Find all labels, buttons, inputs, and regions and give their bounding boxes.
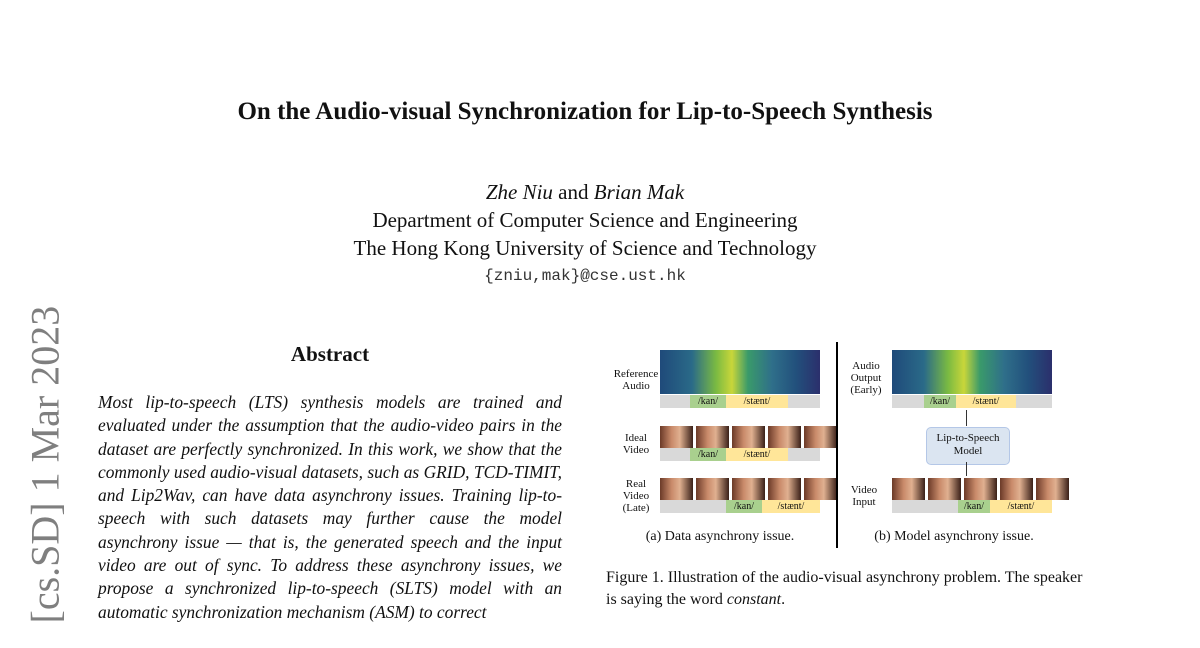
arxiv-stamp: [cs.SD] 1 Mar 2023	[22, 305, 68, 624]
arrow-up-icon	[966, 410, 967, 426]
abstract-heading: Abstract	[290, 342, 370, 366]
affiliation-university: The Hong Kong University of Science and Technology	[353, 236, 817, 260]
author-conjunction: and	[558, 180, 589, 204]
real-phoneme-bar	[660, 500, 820, 513]
video-frame	[1000, 478, 1033, 500]
video-frame	[660, 478, 693, 500]
figure-caption	[606, 567, 1086, 611]
output-phoneme-bar	[892, 395, 1052, 408]
input-phoneme-bar	[892, 500, 1052, 513]
phoneme-stant: /stænt/	[726, 448, 788, 461]
author-line	[0, 178, 1170, 206]
phoneme-kan: /kan/	[924, 395, 956, 408]
phoneme-stant: /stænt/	[726, 395, 788, 408]
reference-phoneme-bar	[660, 395, 820, 408]
video-frame	[660, 426, 693, 448]
ideal-video-label: Ideal Video	[622, 432, 650, 456]
audio-output-label: Audio Output (Early)	[850, 360, 882, 396]
ideal-phoneme-bar	[660, 448, 820, 461]
lip-to-speech-model-box: Lip-to-Speech Model	[926, 427, 1010, 465]
video-frame	[804, 426, 837, 448]
video-frame	[732, 426, 765, 448]
ideal-video-frames	[660, 426, 840, 448]
video-frame	[964, 478, 997, 500]
phoneme-kan: /kan/	[690, 395, 726, 408]
panel-divider	[836, 342, 838, 548]
real-video-frames	[660, 478, 840, 500]
video-frame	[928, 478, 961, 500]
video-frame	[768, 478, 801, 500]
phoneme-stant: /stænt/	[956, 395, 1016, 408]
figure-1	[600, 338, 1070, 553]
affiliation-department: Department of Computer Science and Engineering	[372, 208, 798, 232]
phoneme-kan: /kan/	[726, 500, 762, 513]
phoneme-kan: /kan/	[690, 448, 726, 461]
author-email: {zniu,mak}@cse.ust.hk	[484, 267, 686, 285]
author-name-1: Zhe Niu	[485, 180, 553, 204]
output-spectrogram	[892, 350, 1052, 394]
abstract-text: Most lip-to-speech (LTS) synthesis models are trained and evaluated under the assumption that the audio-video pairs in the dataset are perfectly synchronized. In this work, we show that the commonly used audio-visual datasets, such as GRID, TCD-TIMIT, and Lip2Wav, can have data asynchrony issues. Training lip-to-speech with such datasets may further cause the model asynchrony issue — that is, the generated speech and the input video are out of sync. To address these asynchrony issues, we propose a synchronized lip-to-speech (SLTS) model with an automatic synchronization mechanism (ASM) to correct	[98, 392, 562, 622]
video-frame	[696, 478, 729, 500]
author-block	[0, 178, 1170, 290]
phoneme-stant: /stænt/	[762, 500, 820, 513]
video-frame	[892, 478, 925, 500]
reference-audio-label: Reference Audio	[613, 368, 659, 392]
panel-b-caption: (b) Model asynchrony issue.	[874, 529, 1034, 544]
caption-period: .	[781, 591, 786, 608]
phoneme-kan: /kan/	[958, 500, 990, 513]
input-video-frames	[892, 478, 1072, 500]
arrow-up-icon	[966, 462, 967, 476]
video-frame	[732, 478, 765, 500]
video-input-label: Video Input	[850, 484, 878, 508]
caption-emphasis: constant	[726, 591, 782, 608]
real-video-label: Real Video (Late)	[622, 478, 650, 514]
author-name-2: Brian Mak	[593, 180, 685, 204]
video-frame	[1036, 478, 1069, 500]
phoneme-stant: /stænt/	[990, 500, 1052, 513]
reference-spectrogram	[660, 350, 820, 394]
caption-text: Figure 1. Illustration of the audio-visual asynchrony problem. The speaker is saying the word	[606, 569, 1083, 608]
paper-title: On the Audio-visual Synchronization for Lip-to-Speech Synthesis	[237, 98, 933, 125]
video-frame	[768, 426, 801, 448]
panel-a-caption: (a) Data asynchrony issue.	[645, 529, 795, 544]
video-frame	[696, 426, 729, 448]
video-frame	[804, 478, 837, 500]
